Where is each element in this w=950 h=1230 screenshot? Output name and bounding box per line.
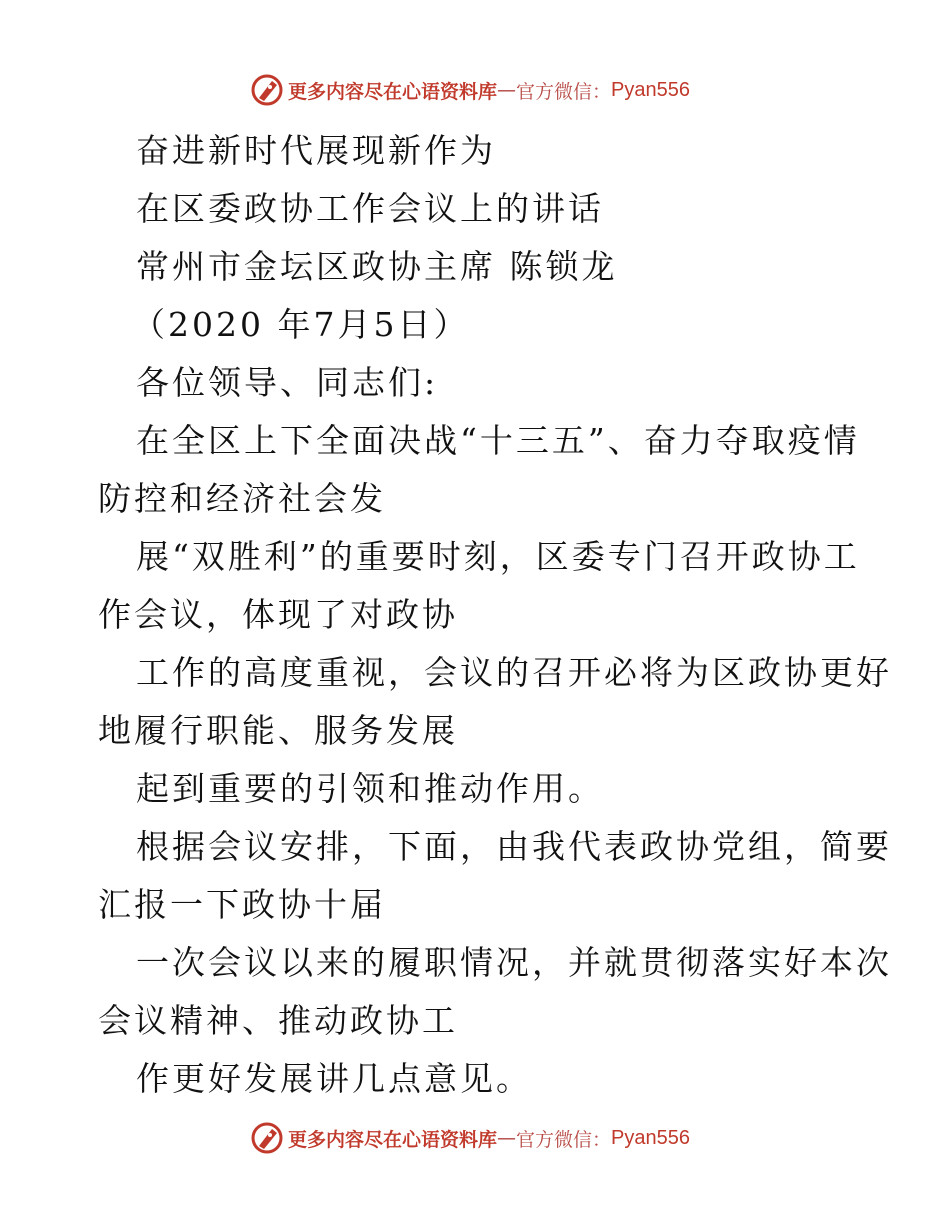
pen-nib-circle-icon [250, 1121, 284, 1155]
document-line: 一次会议以来的履职情况，并就贯彻落实好本次 [136, 943, 892, 982]
document-line: 常州市金坛区政协主席 陈锁龙 [136, 247, 618, 286]
document-line: （2020 年7月5日） [132, 305, 470, 344]
watermark-dash: — [497, 1127, 517, 1149]
document-line: 根据会议安排，下面，由我代表政协党组，简要 [136, 827, 892, 866]
document-body [98, 122, 892, 1108]
document-line: 奋进新时代展现新作为 [136, 131, 496, 170]
document-line: 各位领导、同志们: [136, 363, 439, 402]
watermark-wechat-id: Pyan556 [611, 78, 690, 101]
watermark-dash: — [497, 79, 517, 101]
document-line: 展“双胜利”的重要时刻，区委专门召开政协工 [136, 537, 860, 576]
watermark-wechat-label: 官方微信： [516, 80, 612, 103]
document-line: 工作的高度重视，会议的召开必将为区政协更好 [136, 653, 892, 692]
pen-nib-circle-icon [250, 73, 284, 107]
watermark-text: 更多内容尽在心语资料库 [288, 80, 498, 103]
document-line: 汇报一下政协十届 [98, 885, 386, 924]
document-line: 防控和经济社会发 [98, 479, 386, 518]
document-line: 起到重要的引领和推动作用。 [136, 769, 604, 808]
footer-watermark-inner [250, 1121, 690, 1155]
watermark-wechat-label: 官方微信： [516, 1128, 612, 1151]
watermark-text: 更多内容尽在心语资料库 [288, 1128, 498, 1151]
header-watermark-inner [250, 73, 690, 107]
watermark-wechat-id: Pyan556 [611, 1126, 690, 1149]
footer-watermark-banner [0, 1118, 950, 1158]
document-line: 地履行职能、服务发展 [98, 711, 458, 750]
document-line: 作更好发展讲几点意见。 [136, 1059, 532, 1098]
header-watermark-banner [0, 70, 950, 110]
document-line: 会议精神、推动政协工 [98, 1001, 458, 1040]
document-line: 作会议，体现了对政协 [98, 595, 458, 634]
document-line: 在区委政协工作会议上的讲话 [136, 189, 604, 228]
document-line: 在全区上下全面决战“十三五”、奋力夺取疫情 [136, 421, 860, 460]
